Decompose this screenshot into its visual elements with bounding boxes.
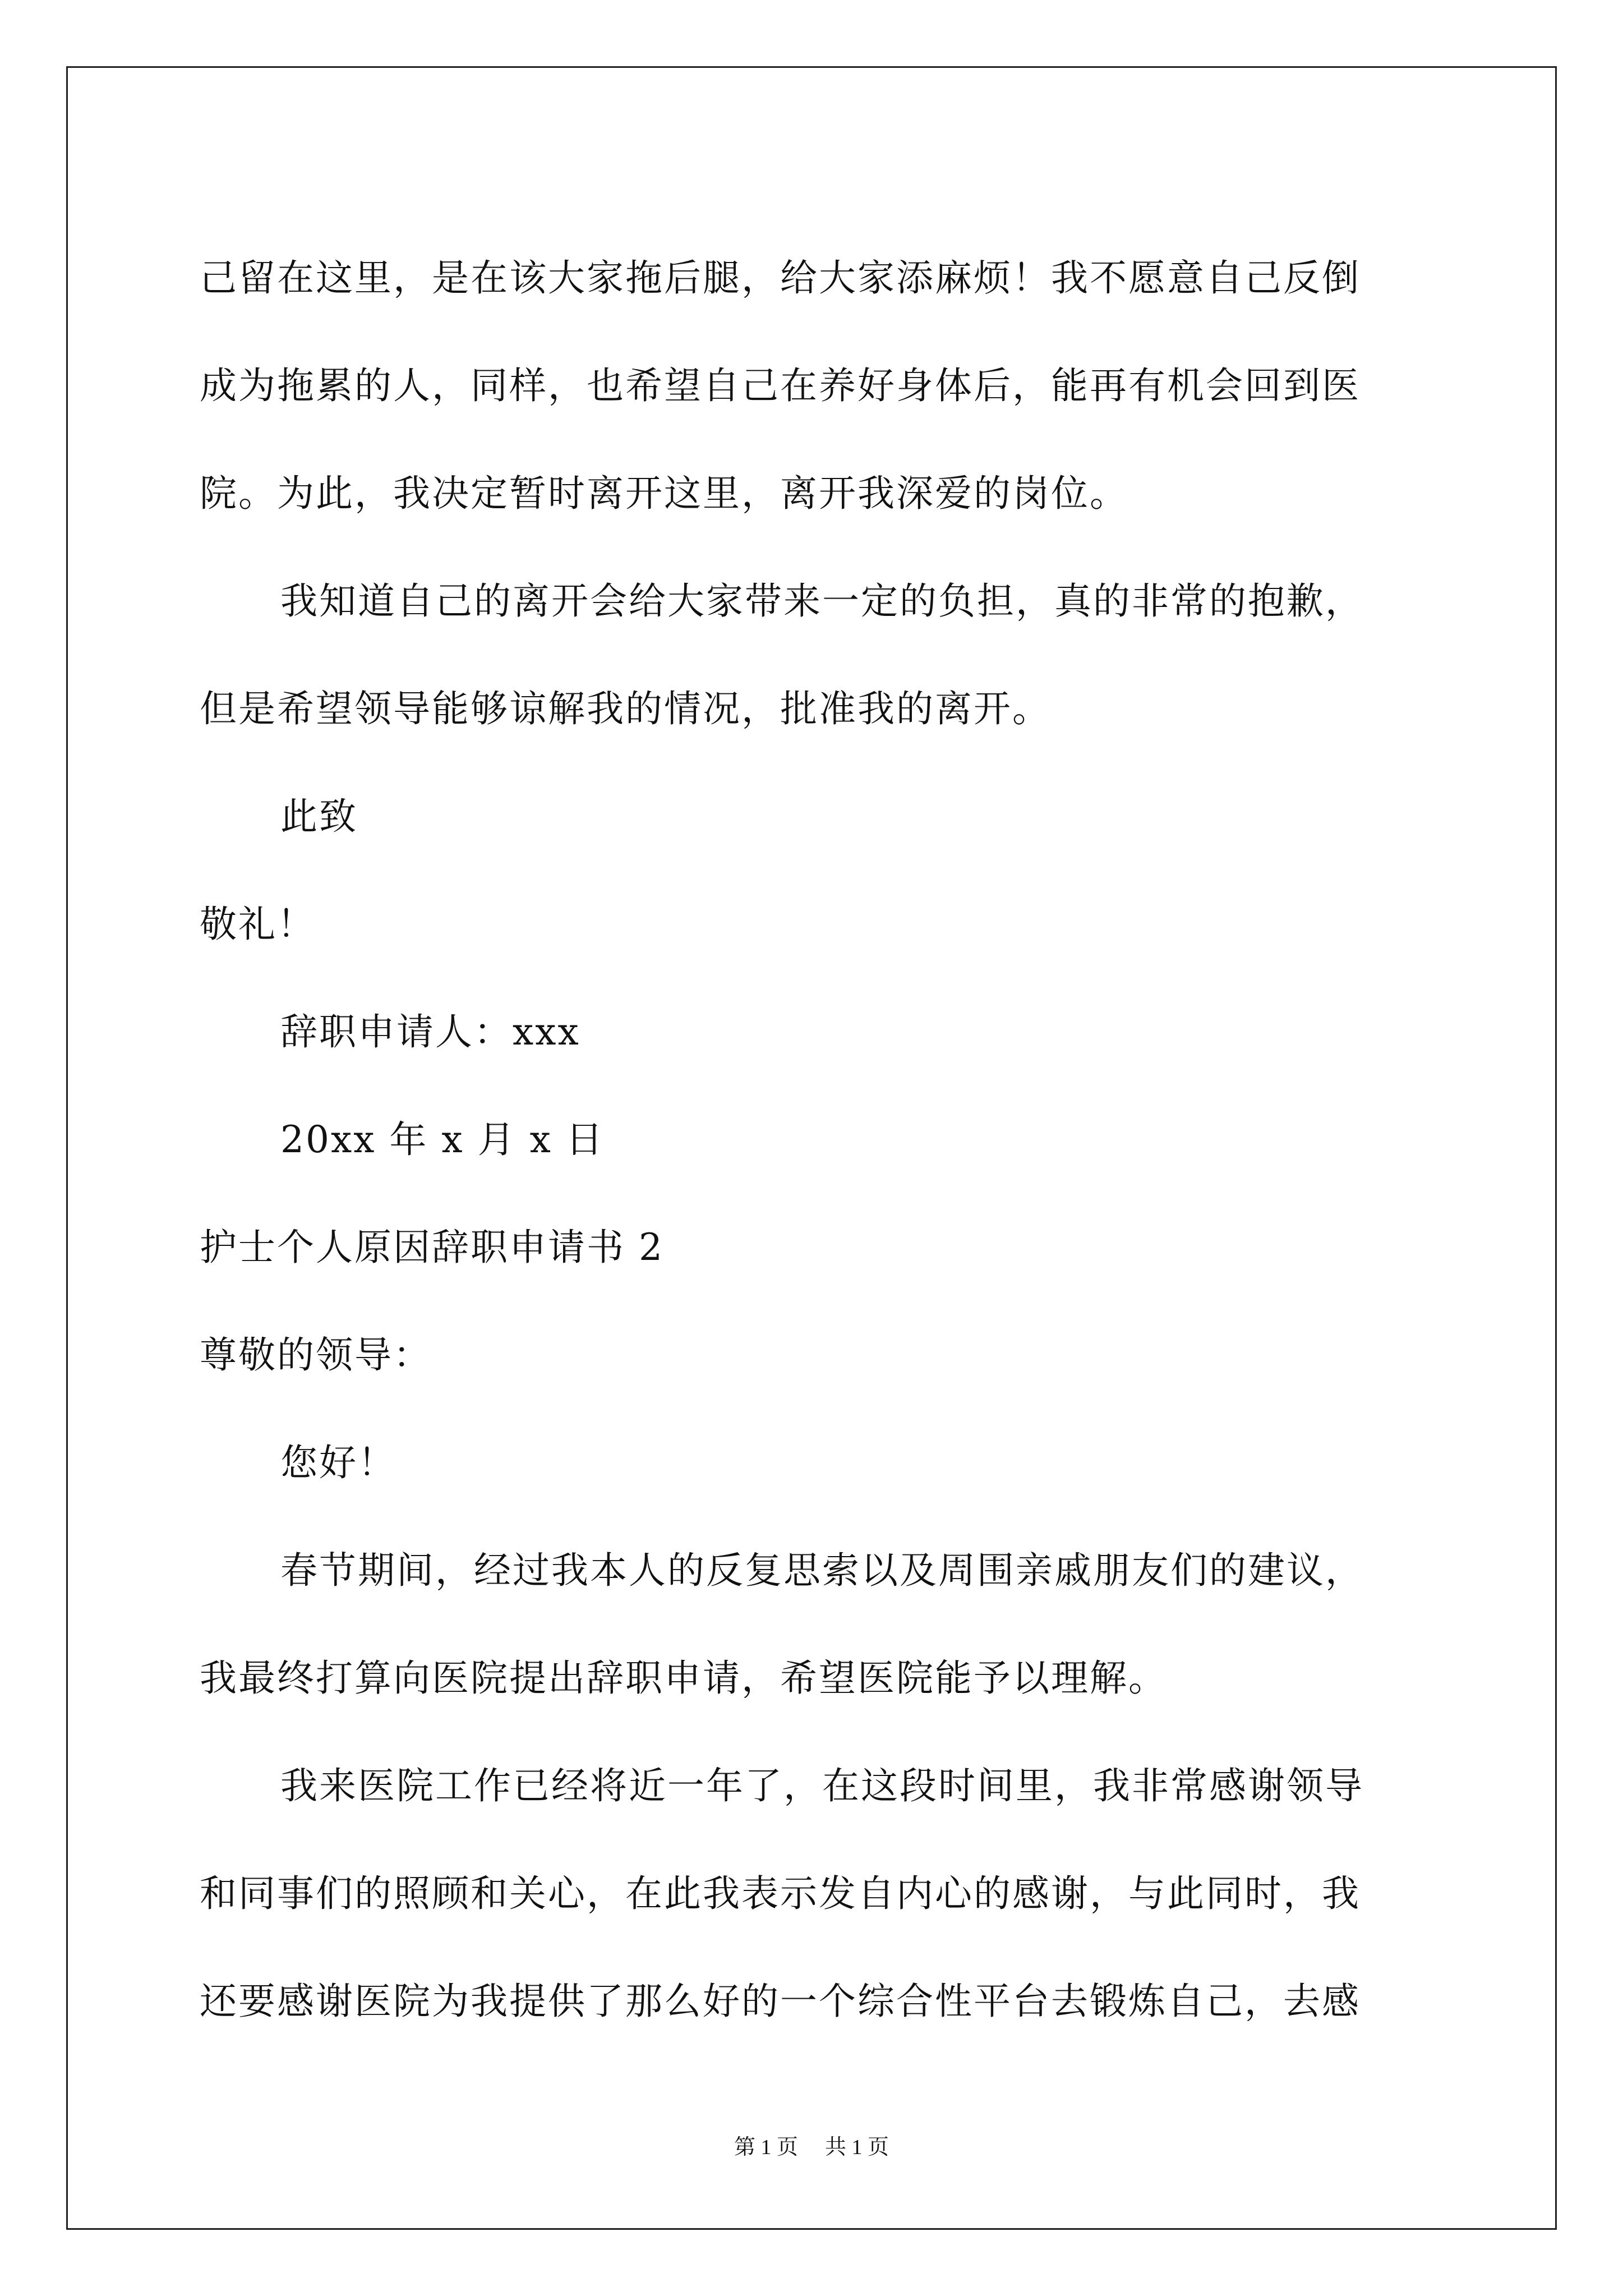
closing-phrase: 此致 <box>280 795 358 838</box>
signature-line: 辞职申请人：xxx <box>280 1010 580 1053</box>
date-line: 20xx 年 x 月 x 日 <box>280 1118 605 1161</box>
paragraph-start: 我来医院工作已经将近一年了，在这段时间里，我非常感谢领导 <box>280 1764 1364 1807</box>
paragraph-start: 我知道自己的离开会给大家带来一定的负担，真的非常的抱歉， <box>280 579 1364 623</box>
text-line: 和同事们的照顾和关心，在此我表示发自内心的感谢，与此同时，我 <box>200 1872 1361 1915</box>
text-line: 成为拖累的人，同样，也希望自己在养好身体后，能再有机会回到医 <box>200 364 1361 407</box>
section-title: 护士个人原因辞职申请书 2 <box>200 1226 664 1269</box>
text-line: 院。为此，我决定暂时离开这里，离开我深爱的岗位。 <box>200 472 1128 515</box>
page-number: 第 1 页 <box>734 2136 798 2159</box>
text-line: 我最终打算向医院提出辞职申请，希望医院能予以理解。 <box>200 1657 1167 1700</box>
text-line: 还要感谢医院为我提供了那么好的一个综合性平台去锻炼自己，去感 <box>200 1980 1361 2023</box>
page-total: 共 1 页 <box>825 2136 889 2159</box>
paragraph-start: 春节期间，经过我本人的反复思索以及周围亲戚朋友们的建议， <box>280 1549 1364 1592</box>
page-footer <box>0 2129 1623 2160</box>
salutation-closing: 敬礼！ <box>200 903 316 946</box>
greeting: 您好！ <box>280 1441 396 1484</box>
document-body <box>200 224 1428 2055</box>
salutation: 尊敬的领导： <box>200 1333 432 1377</box>
text-line: 但是希望领导能够谅解我的情况，批准我的离开。 <box>200 687 1051 730</box>
text-line: 己留在这里，是在该大家拖后腿，给大家添麻烦！我不愿意自己反倒 <box>200 256 1361 300</box>
